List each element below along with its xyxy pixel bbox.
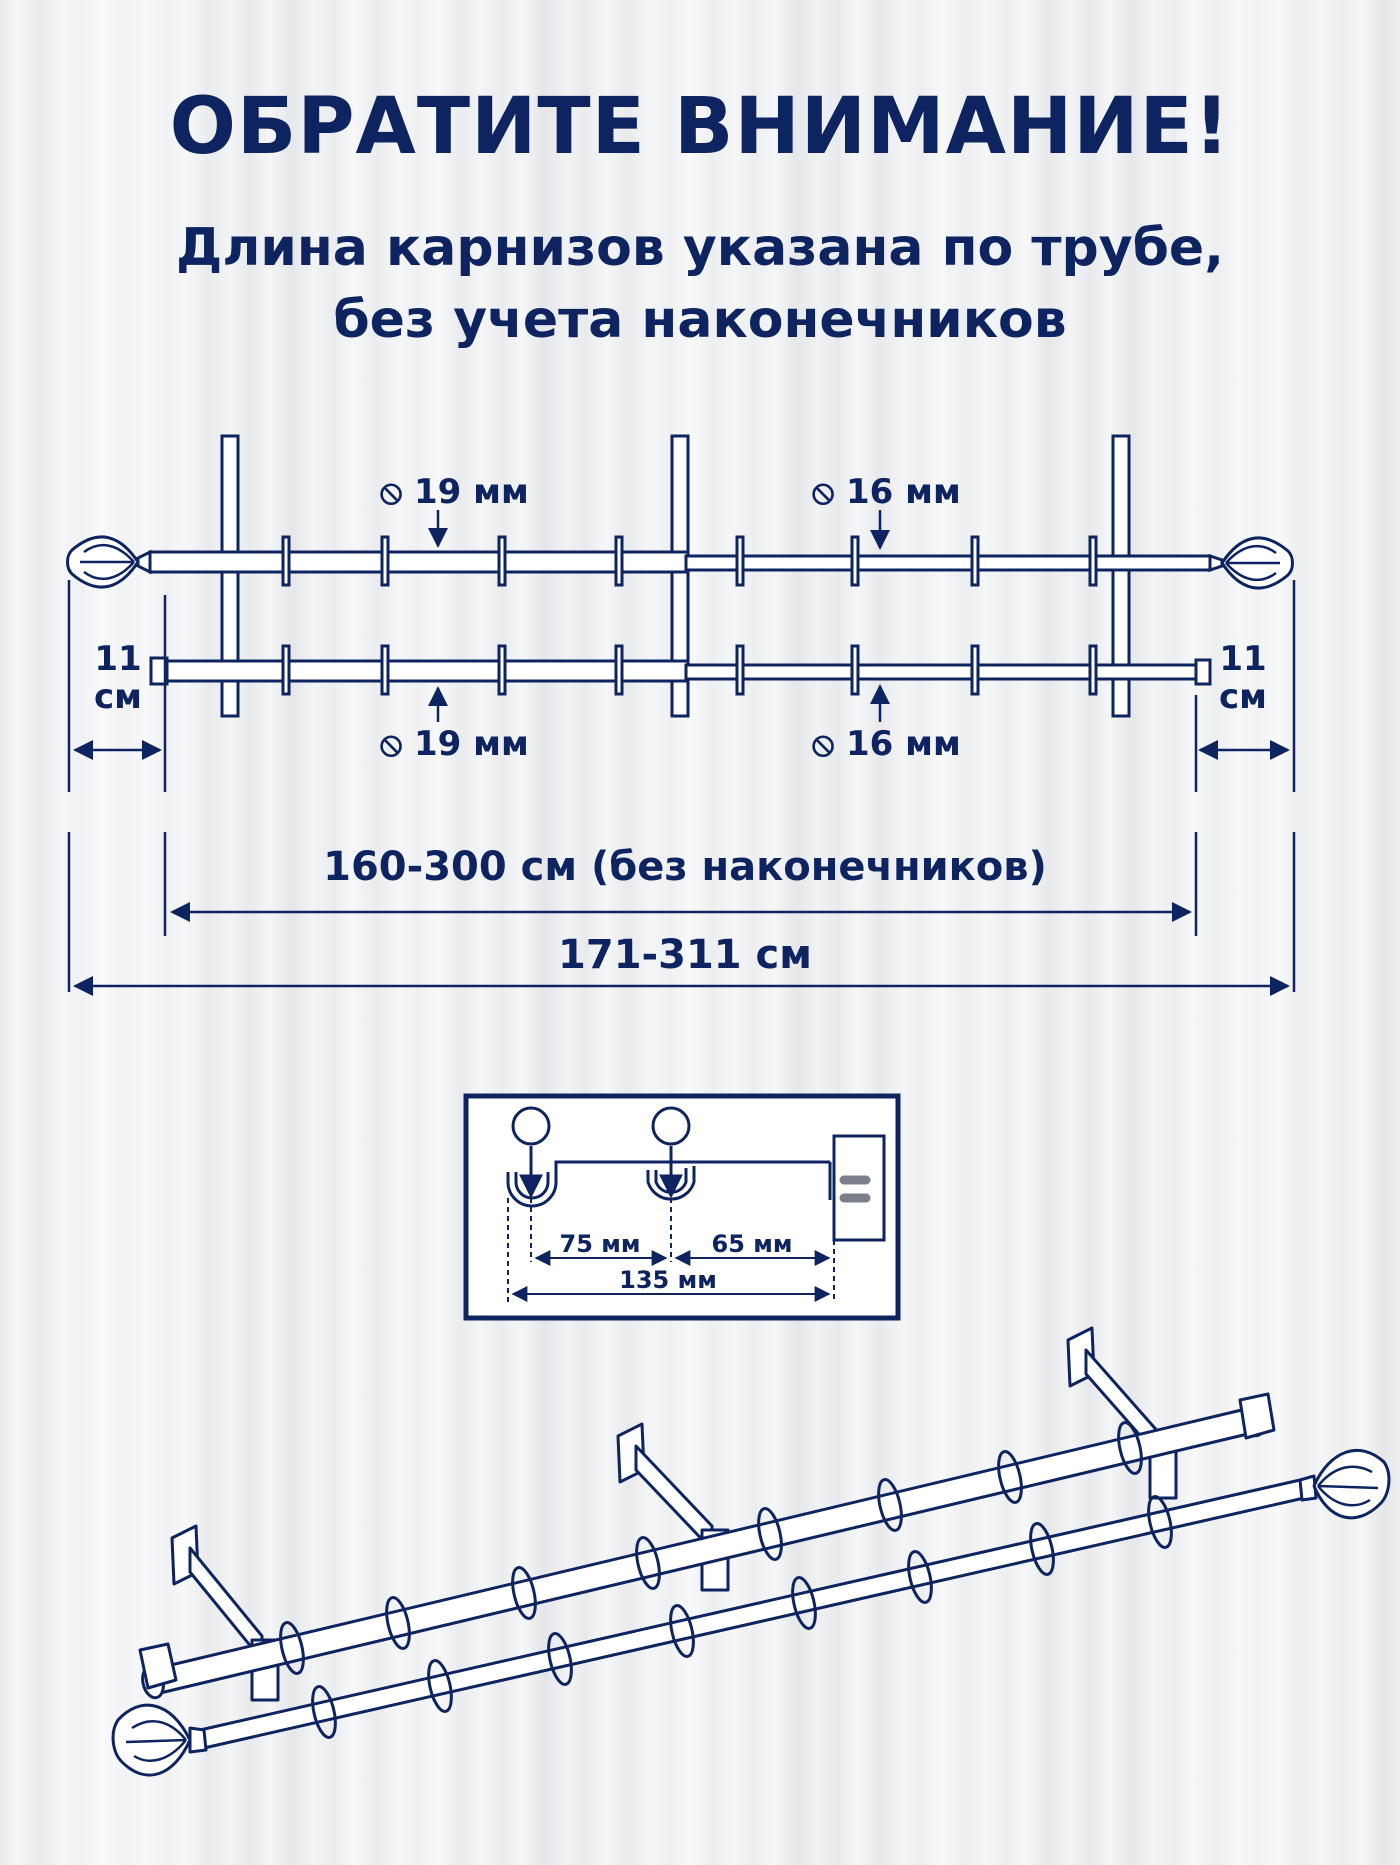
rod-circle-front — [513, 1108, 549, 1144]
perspective-upper-rod — [150, 1408, 1256, 1694]
subtitle-line-2: без учета наконечников — [333, 290, 1067, 350]
perspective-finial-left-icon — [113, 1705, 206, 1775]
gap-a-label: 75 мм — [559, 1230, 641, 1258]
gap-b-label: 65 мм — [711, 1230, 793, 1258]
wall-plate — [834, 1136, 884, 1240]
rod-length-label: 160-300 см (без наконечников) — [323, 844, 1047, 890]
finial-right-icon — [1210, 538, 1293, 588]
bottom-rod-cap-right — [1196, 660, 1210, 684]
top-rod-wide — [150, 552, 688, 572]
left-end-unit: см — [94, 677, 142, 717]
bottom-left-diameter-label: ⦸ 19 мм — [380, 724, 529, 764]
bottom-rod-wide — [167, 661, 688, 681]
rod-circle-back — [653, 1108, 689, 1144]
top-left-diameter-label: ⦸ 19 мм — [380, 472, 529, 512]
total-length-label: 171-311 см — [558, 932, 812, 978]
subtitle-line-1: Длина карнизов указана по трубе, — [176, 218, 1224, 278]
schematic-front-view — [68, 436, 1293, 716]
perspective-finial-right-icon — [1300, 1450, 1389, 1517]
bracket-detail — [466, 1096, 898, 1318]
curtain-rod-perspective — [113, 1328, 1389, 1775]
bottom-right-diameter-label: ⦸ 16 мм — [812, 724, 961, 764]
right-end-unit: см — [1219, 677, 1267, 717]
finial-left-icon — [68, 537, 151, 587]
perspective-lower-rod — [200, 1480, 1304, 1748]
top-rod-narrow — [686, 556, 1210, 570]
bottom-rod-narrow — [686, 665, 1210, 679]
total-depth-label: 135 мм — [619, 1266, 717, 1294]
right-end-value: 11 — [1219, 639, 1267, 679]
page-title: ОБРАТИТЕ ВНИМАНИЕ! — [169, 82, 1231, 172]
left-end-value: 11 — [94, 639, 142, 679]
top-right-diameter-label: ⦸ 16 мм — [812, 472, 961, 512]
